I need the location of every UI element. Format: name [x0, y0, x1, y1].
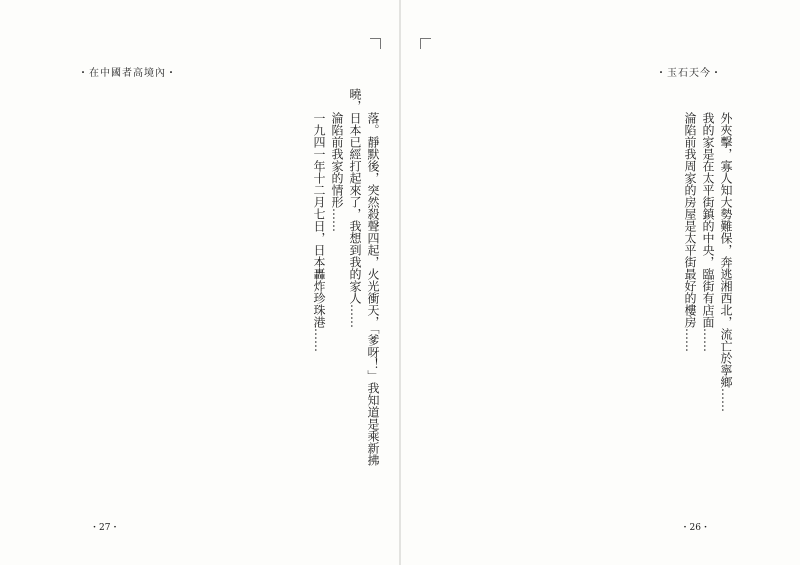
- book-gutter: [399, 0, 401, 565]
- right-running-header: ・玉石天今・: [656, 68, 722, 79]
- paragraph: 淪陷前我家的情形……: [330, 112, 344, 232]
- paragraph: 一九四一年十二月七日，日本轟炸珍珠港……: [312, 112, 326, 352]
- left-page-number: ・27・: [90, 523, 120, 533]
- crop-mark: [370, 38, 381, 49]
- right-page-number: ・26・: [680, 523, 710, 533]
- paragraph: 外夾擊，寡人知大勢難保，奔逃湘西北，流亡於寧鄉……: [719, 112, 733, 412]
- crop-mark: [420, 38, 431, 49]
- left-page-text: [64, 88, 382, 483]
- right-page-text: [420, 88, 735, 483]
- paragraph: 我的家是在太平街鎮的中央，臨街有店面……: [701, 112, 715, 352]
- left-running-header: ・在中國者高境內・: [78, 68, 177, 79]
- paragraph: 淪陷前我周家的房屋是太平街最好的樓房……: [683, 112, 697, 352]
- paragraph: 落。靜默後，突然殺聲四起，火光衝天，「爹呀！」我知道是乘新拂曉，日本已經打起來了，我想到我的家人……: [348, 88, 380, 466]
